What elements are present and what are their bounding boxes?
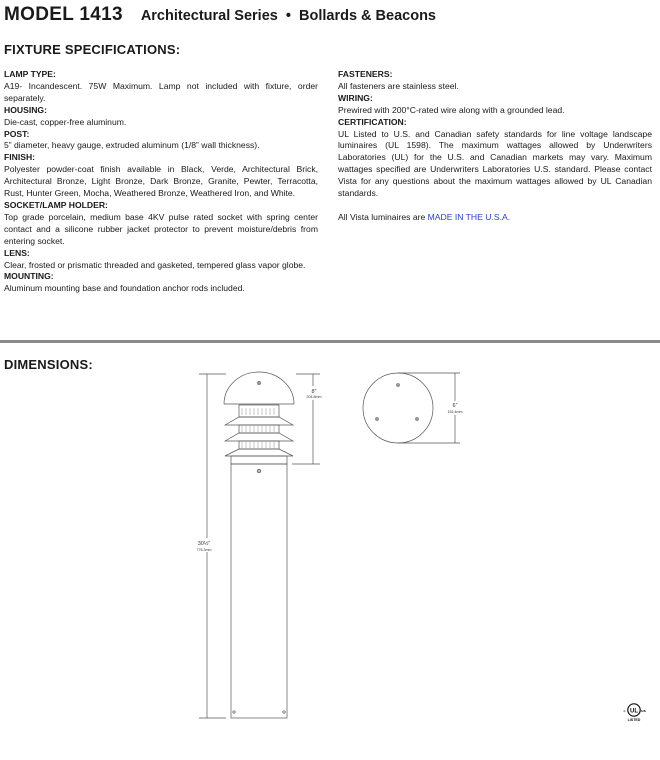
- spec-label: POST:: [4, 128, 30, 139]
- made-prefix: All Vista luminaires are: [338, 211, 428, 222]
- spec-text: Polyester powder-coat finish available in Black, Verde, Architectural Brick, Architectural Bronze, Light Bronze, Dark Bronze, Granite, Pewter, Terracotta, Rust, Hunter Green, Mocha, Weathered Bronze, Weathered Iron, and White.: [4, 164, 318, 199]
- spec-label: CERTIFICATION:: [338, 116, 407, 127]
- spec-label: WIRING:: [338, 92, 373, 103]
- dome-outline: [224, 372, 294, 404]
- total-height-mm: 776.3mm: [196, 548, 212, 552]
- ul-listed-logo: [620, 702, 648, 722]
- top-view-hole: [415, 417, 419, 421]
- louver-section: [239, 405, 279, 417]
- spec-text: Aluminum mounting base and foundation anchor rods included.: [4, 283, 245, 294]
- diameter-mm: 152.4mm: [447, 410, 463, 414]
- head-height-mm: 204.8mm: [306, 395, 322, 399]
- spec-label: HOUSING:: [4, 104, 47, 115]
- post-outline: [231, 464, 287, 718]
- us-mark: us: [641, 708, 646, 713]
- spec-text: Clear, frosted or prismatic threaded and gasketed, tempered glass vapor globe.: [4, 259, 306, 270]
- model-number: MODEL 1413: [4, 4, 123, 25]
- spec-label: LENS:: [4, 247, 30, 258]
- top-view-hole: [375, 417, 379, 421]
- top-view-hole: [396, 383, 400, 387]
- spec-label: FASTENERS:: [338, 69, 393, 79]
- louver-ring: [225, 417, 293, 425]
- ul-text: UL: [630, 708, 638, 715]
- total-height-label: 30½”: [197, 541, 211, 547]
- listed-text: LISTED: [627, 718, 641, 722]
- made-in-usa-link[interactable]: MADE IN THE U.S.A.: [427, 211, 511, 222]
- c-mark: c: [623, 708, 626, 713]
- head-height-label: 8”: [311, 389, 317, 395]
- spec-label: LAMP TYPE:: [4, 69, 56, 79]
- specs-title: FIXTURE SPECIFICATIONS:: [4, 42, 181, 57]
- spec-text: Prewired with 200°C-rated wire along with a grounded lead.: [338, 104, 565, 115]
- spec-text: Top grade porcelain, medium base 4KV pulse rated socket with spring center contact and a silicone rubber jacket protector to prevent moisture/debris from entering socket.: [4, 211, 318, 246]
- spec-label: FINISH:: [4, 152, 36, 163]
- spec-text: A19- Incandescent. 75W Maximum. Lamp not included with fixture, order separately.: [4, 80, 318, 103]
- louver-ring: [225, 449, 293, 456]
- series-title: Architectural Series • Bollards & Beacons: [140, 8, 436, 24]
- spec-label: MOUNTING:: [4, 271, 54, 282]
- louver-ring: [225, 433, 293, 441]
- spec-text: UL Listed to U.S. and Canadian safety standards for line voltage landscape luminaires (UL 1598). The maximum wattages allowed by Underwriters Laboratories (UL) for the U.S. and Canadian markets may vary. Maximum wattages specified are Underwriters Laboratories U.S. standard. Please contact Vista for any questions about the maximum wattages allowed by UL Canadian standards.: [338, 128, 652, 199]
- spec-label: SOCKET/LAMP HOLDER:: [4, 199, 108, 210]
- spec-text: All fasteners are stainless steel.: [338, 80, 459, 91]
- spec-text: Die-cast, copper-free aluminum.: [4, 116, 127, 127]
- dimensions-title: DIMENSIONS:: [4, 357, 93, 372]
- spec-text: 5” diameter, heavy gauge, extruded aluminum (1/8” wall thickness).: [4, 140, 260, 151]
- diameter-label: 6”: [452, 403, 458, 409]
